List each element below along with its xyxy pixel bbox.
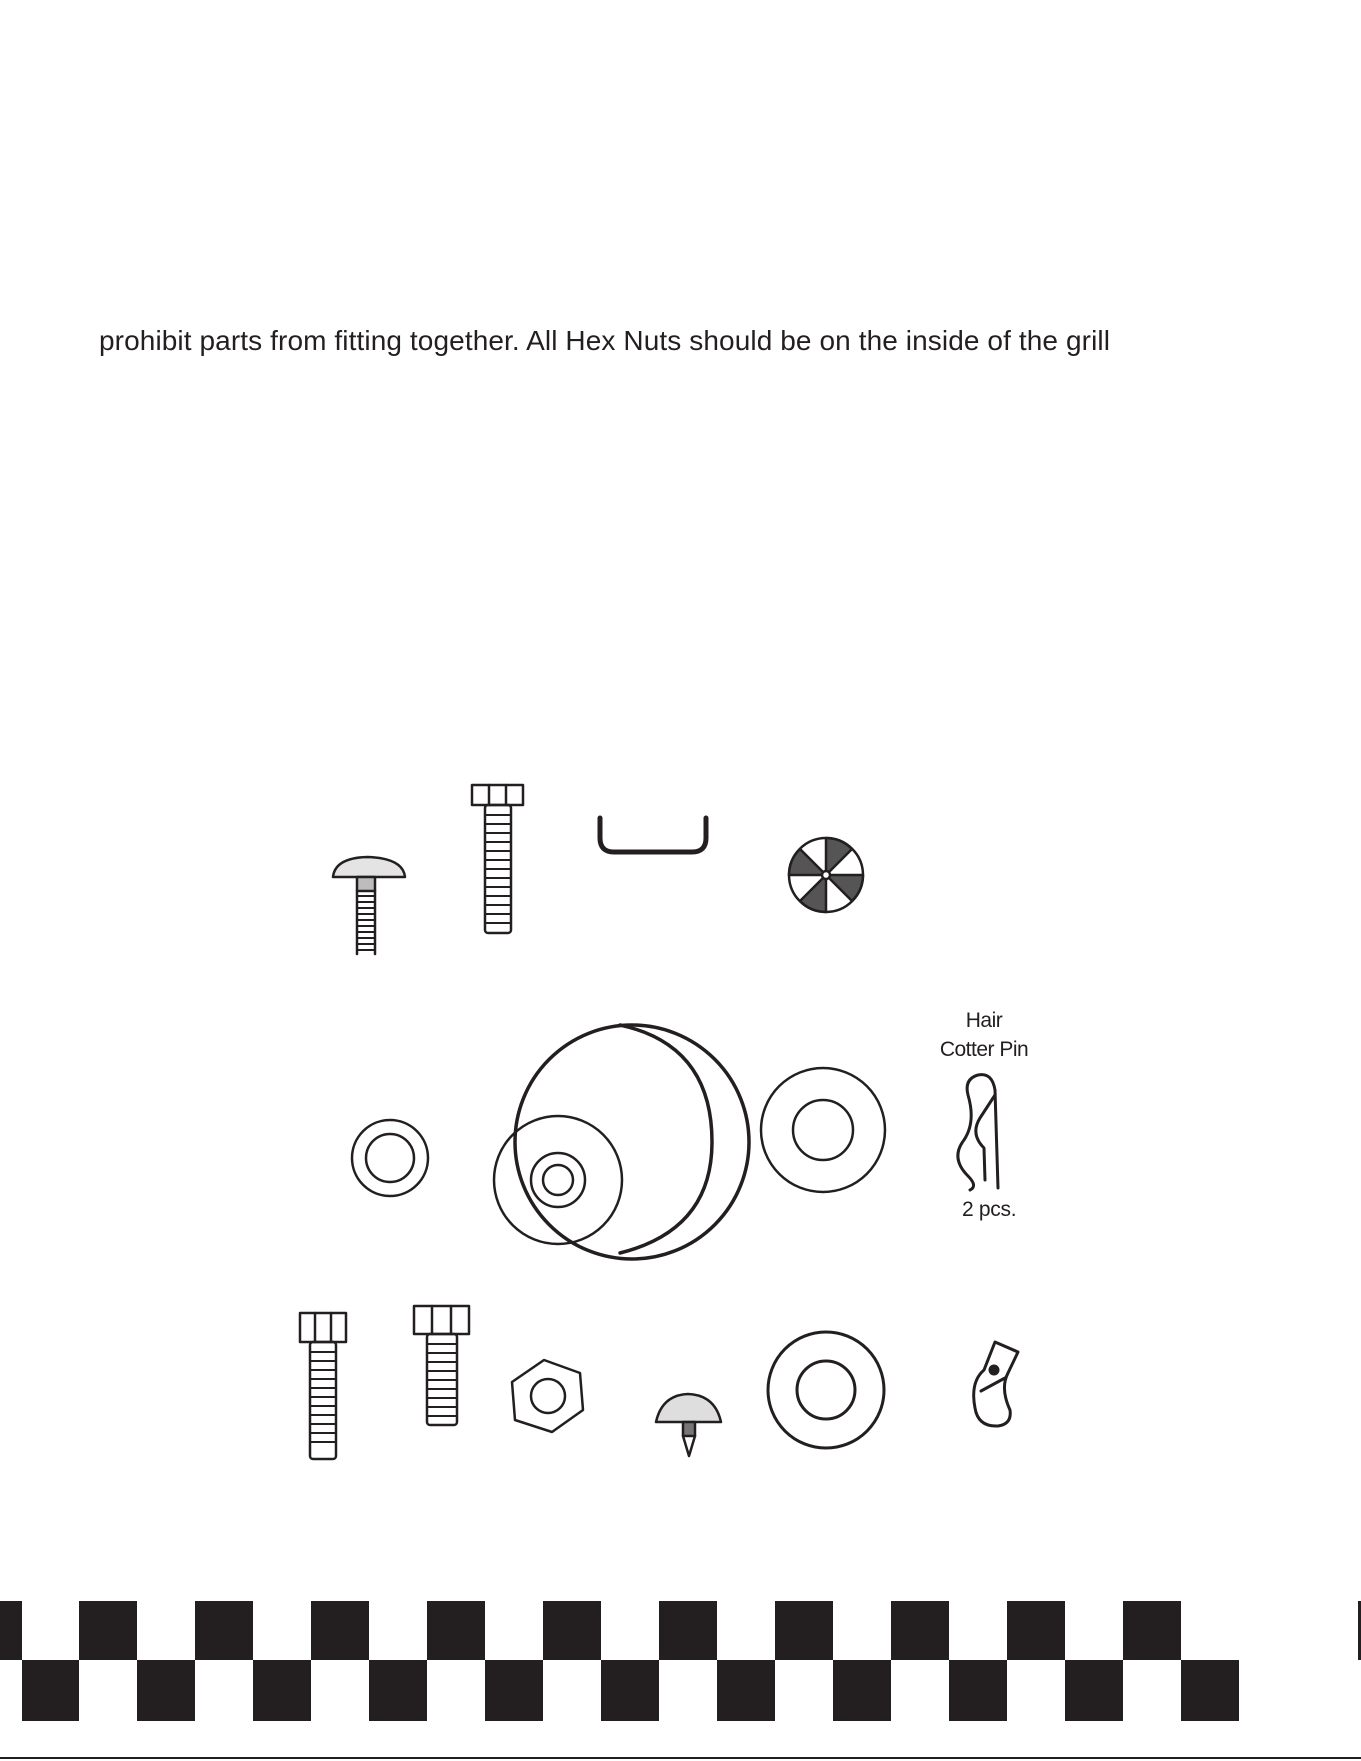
wheel-hubcap-icon bbox=[789, 838, 863, 912]
hair-cotter-pin-label-line1: Hair bbox=[965, 1009, 1003, 1032]
wing-clip-icon bbox=[974, 1342, 1018, 1426]
hex-nut-icon bbox=[512, 1360, 583, 1432]
hair-cotter-pin-quantity: 2 pcs. bbox=[962, 1198, 1017, 1221]
hex-bolt-long-icon bbox=[472, 785, 523, 933]
instruction-text: prohibit parts from fitting together. All Hex Nuts should be on the inside of the grill bbox=[99, 325, 1111, 356]
hair-cotter-pin-label bbox=[900, 1006, 1068, 1064]
push-rivet-icon bbox=[656, 1394, 721, 1456]
hair-cotter-pin-icon bbox=[958, 1075, 998, 1190]
carriage-bolt-icon bbox=[333, 857, 405, 954]
hex-bolt-short-icon bbox=[414, 1306, 469, 1425]
lock-washer-icon bbox=[352, 1120, 428, 1196]
checkered-border bbox=[0, 1601, 1361, 1721]
large-flat-washer-icon bbox=[768, 1332, 884, 1448]
flat-washer-icon bbox=[761, 1068, 885, 1192]
hex-bolt-icon bbox=[300, 1313, 346, 1459]
u-clip-icon bbox=[600, 818, 706, 852]
wheel-icon bbox=[494, 1025, 749, 1259]
hair-cotter-pin-label-line2: Cotter Pin bbox=[939, 1038, 1029, 1061]
bottom-rule bbox=[0, 1757, 1361, 1759]
